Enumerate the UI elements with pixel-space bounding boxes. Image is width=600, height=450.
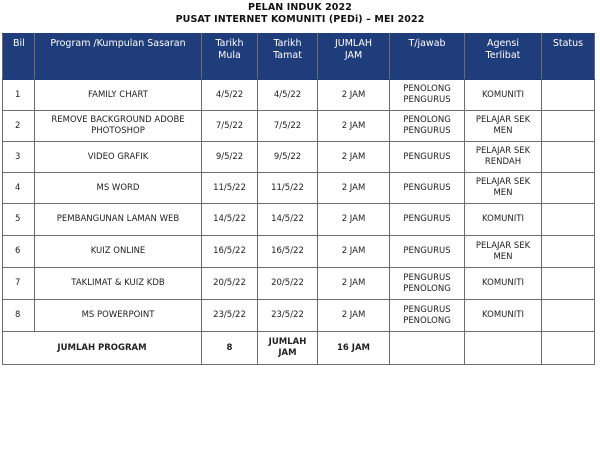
table-row [3,80,595,111]
cell-tarikh-mula: 20/5/22 [202,268,258,300]
cell-jumlah-jam: 2 JAM [318,204,390,236]
table-row [3,111,595,142]
cell-agensi: PELAJAR SEK MEN [465,173,542,204]
total-empty-cell [542,332,595,365]
cell-program: PEMBANGUNAN LAMAN WEB [35,204,202,236]
cell-tarikh-mula: 14/5/22 [202,204,258,236]
cell-tarikh-mula: 16/5/22 [202,236,258,268]
cell-program: MS WORD [35,173,202,204]
total-jam-value: 16 JAM [318,332,390,365]
total-jam-label: JUMLAH JAM [258,332,318,365]
cell-jumlah-jam: 2 JAM [318,173,390,204]
col-header-bil: Bil [3,34,35,80]
title-line-2: PUSAT INTERNET KOMUNITI (PEDi) – MEI 2022 [175,14,425,25]
cell-program: TAKLIMAT & KUIZ KDB [35,268,202,300]
table-row [3,173,595,204]
cell-program: KUIZ ONLINE [35,236,202,268]
cell-tjawab: PENOLONG PENGURUS [390,80,465,111]
cell-status [542,142,595,173]
cell-tjawab: PENGURUS PENOLONG [390,300,465,332]
total-program-count: 8 [202,332,258,365]
cell-jumlah-jam: 2 JAM [318,111,390,142]
header-row [3,34,595,80]
total-row [3,332,595,365]
cell-tarikh-tamat: 23/5/22 [258,300,318,332]
cell-tarikh-mula: 4/5/22 [202,80,258,111]
col-header-status: Status [542,34,595,80]
cell-bil: 1 [3,80,35,111]
cell-bil: 3 [3,142,35,173]
cell-jumlah-jam: 2 JAM [318,80,390,111]
cell-tarikh-tamat: 20/5/22 [258,268,318,300]
col-header-tjawab: T/jawab [390,34,465,80]
cell-agensi: KOMUNITI [465,300,542,332]
document-title [0,2,600,26]
cell-tarikh-tamat: 4/5/22 [258,80,318,111]
table-row [3,268,595,300]
cell-status [542,300,595,332]
cell-jumlah-jam: 2 JAM [318,268,390,300]
cell-agensi: KOMUNITI [465,80,542,111]
cell-tarikh-tamat: 11/5/22 [258,173,318,204]
cell-bil: 8 [3,300,35,332]
table-row [3,204,595,236]
cell-status [542,111,595,142]
cell-tarikh-mula: 23/5/22 [202,300,258,332]
cell-jumlah-jam: 2 JAM [318,300,390,332]
cell-tarikh-tamat: 7/5/22 [258,111,318,142]
cell-tarikh-mula: 9/5/22 [202,142,258,173]
cell-program: FAMILY CHART [35,80,202,111]
title-line-1: PELAN INDUK 2022 [248,2,352,13]
col-header-jumlah-jam: JUMLAH JAM [318,34,390,80]
table-row [3,142,595,173]
cell-bil: 4 [3,173,35,204]
cell-jumlah-jam: 2 JAM [318,142,390,173]
col-header-program: Program /Kumpulan Sasaran [35,34,202,80]
schedule-table [2,33,595,365]
col-header-tarikh-tamat: Tarikh Tamat [258,34,318,80]
cell-tjawab: PENGURUS [390,236,465,268]
cell-status [542,80,595,111]
cell-tarikh-tamat: 9/5/22 [258,142,318,173]
total-empty-cell [465,332,542,365]
cell-status [542,204,595,236]
cell-status [542,173,595,204]
col-header-tarikh-mula: Tarikh Mula [202,34,258,80]
table-row [3,300,595,332]
cell-status [542,268,595,300]
col-header-agensi: Agensi Terlibat [465,34,542,80]
table-row [3,236,595,268]
cell-program: REMOVE BACKGROUND ADOBE PHOTOSHOP [35,111,202,142]
cell-tjawab: PENGURUS [390,142,465,173]
cell-bil: 2 [3,111,35,142]
cell-agensi: PELAJAR SEK MEN [465,236,542,268]
cell-agensi: KOMUNITI [465,268,542,300]
cell-tjawab: PENGURUS PENOLONG [390,268,465,300]
cell-bil: 7 [3,268,35,300]
cell-tarikh-tamat: 16/5/22 [258,236,318,268]
cell-agensi: KOMUNITI [465,204,542,236]
cell-agensi: PELAJAR SEK MEN [465,111,542,142]
cell-tarikh-mula: 7/5/22 [202,111,258,142]
cell-tjawab: PENOLONG PENGURUS [390,111,465,142]
cell-tarikh-mula: 11/5/22 [202,173,258,204]
cell-bil: 5 [3,204,35,236]
total-program-label: JUMLAH PROGRAM [3,332,202,365]
cell-tjawab: PENGURUS [390,204,465,236]
cell-program: MS POWERPOINT [35,300,202,332]
cell-tjawab: PENGURUS [390,173,465,204]
cell-agensi: PELAJAR SEK RENDAH [465,142,542,173]
cell-jumlah-jam: 2 JAM [318,236,390,268]
cell-program: VIDEO GRAFIK [35,142,202,173]
cell-status [542,236,595,268]
cell-tarikh-tamat: 14/5/22 [258,204,318,236]
total-empty-cell [390,332,465,365]
cell-bil: 6 [3,236,35,268]
